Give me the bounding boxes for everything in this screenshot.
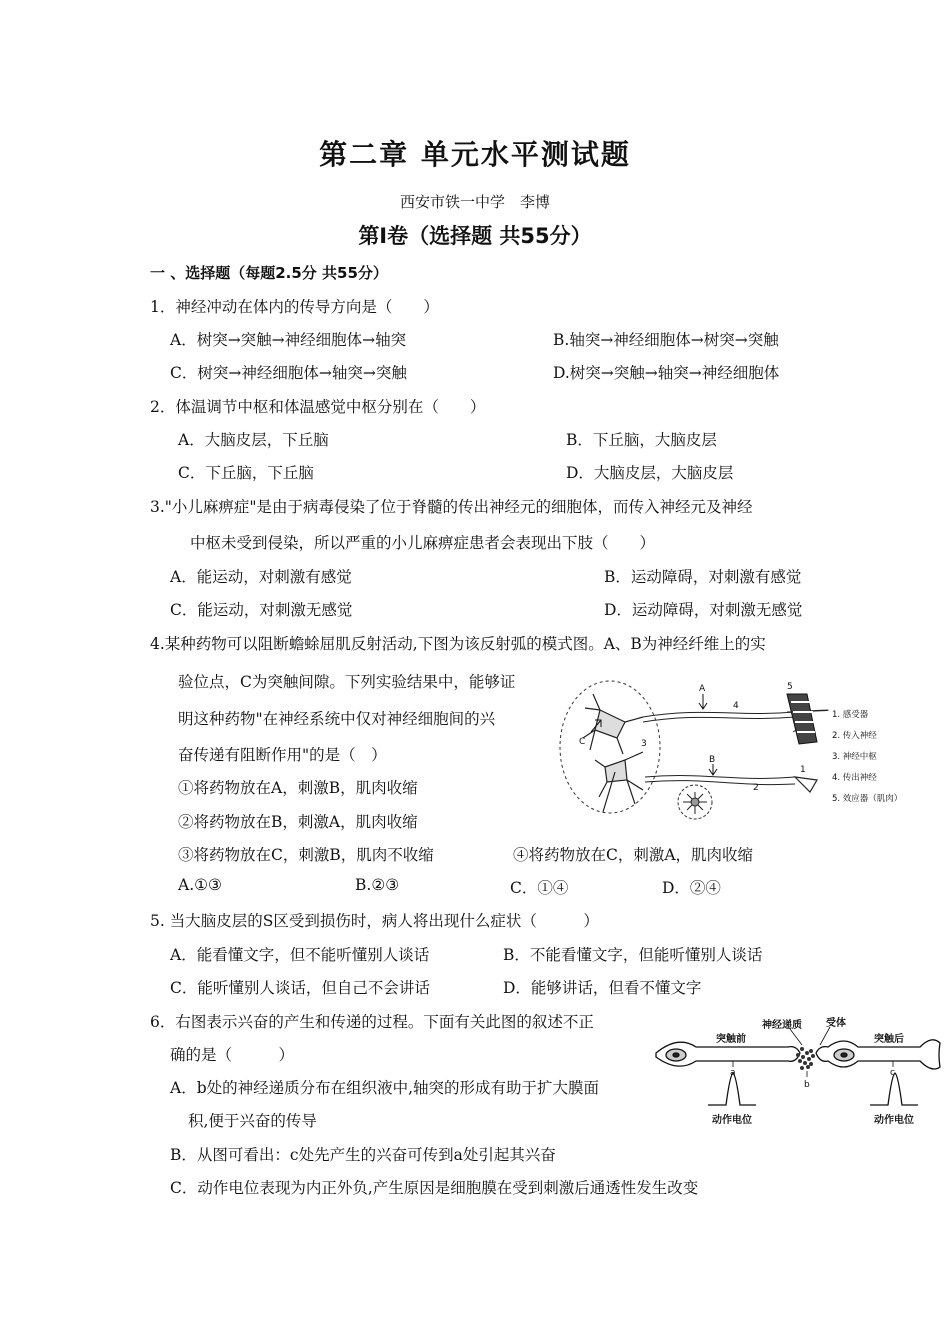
q4-option-c: C．①④ [510, 879, 569, 897]
author-line: 西安市铁一中学 李博 [399, 193, 550, 211]
question-3-stem-line-1: 3."小儿麻痹症"是由于病毒侵染了位于脊髓的传出神经元的细胞体，而传入神经元及神经 [150, 498, 753, 516]
label-a-point: a [730, 1068, 736, 1078]
label-b: B [709, 755, 716, 765]
label-4: 4 [733, 701, 739, 711]
q5-option-a: A．能看懂文字，但不能听懂别人谈话 [170, 946, 430, 964]
label-b-point: b [804, 1080, 810, 1090]
label-postsynaptic: 突触后 [874, 1034, 904, 1045]
q2-option-b: B．下丘脑，大脑皮层 [566, 431, 717, 449]
q6-option-a-line-1: A．b处的神经递质分布在组织液中,轴突的形成有助于扩大膜面 [170, 1079, 600, 1097]
q3-option-a: A．能运动，对刺激有感觉 [170, 568, 352, 586]
effector-muscle [787, 694, 817, 744]
synapse-transmission-figure [648, 1015, 943, 1135]
label-action-potential-left: 动作电位 [712, 1115, 752, 1126]
legend-item-4: 4. 传出神经 [832, 773, 877, 783]
label-c: C [579, 737, 586, 747]
question-4-stem-line-3: 明这种药物"在神经系统中仅对神经细胞间的兴 [178, 710, 496, 728]
arrow-a [699, 694, 707, 709]
label-action-potential-right: 动作电位 [874, 1115, 914, 1126]
q1-option-c: C．树突→神经细胞体→轴突→突触 [170, 364, 407, 382]
q2-option-a: A．大脑皮层，下丘脑 [178, 431, 329, 449]
question-1-stem: 1．神经冲动在体内的传导方向是（ ） [150, 298, 439, 316]
q4-option-b: B.②③ [355, 876, 400, 894]
reflex-arc-figure [555, 672, 925, 832]
question-5-stem: 5. 当大脑皮层的S区受到损伤时，病人将出现什么症状（ ） [150, 912, 599, 930]
label-receptor: 受体 [826, 1018, 846, 1029]
neuron-lower-cell [595, 752, 643, 812]
question-6-stem-line-2: 确的是（ ） [170, 1046, 295, 1064]
q6-option-b: B．从图可看出：c处先产生的兴奋可传到a处引起其兴奋 [170, 1146, 556, 1164]
label-5: 5 [787, 682, 793, 692]
q6-option-a-line-2: 积,便于兴奋的传导 [188, 1112, 317, 1130]
question-4-stem-line-4: 奋传递有阻断作用"的是（ ） [178, 746, 387, 764]
question-2-stem: 2．体温调节中枢和体温感觉中枢分别在（ ） [150, 398, 486, 416]
legend-item-5: 5. 效应器（肌肉） [832, 794, 903, 804]
q3-option-c: C．能运动，对刺激无感觉 [170, 601, 353, 619]
q2-option-d: D．大脑皮层，大脑皮层 [566, 464, 734, 482]
q6-option-c: C．动作电位表现为内正外负,产生原因是细胞膜在受到刺激后通透性发生改变 [170, 1179, 699, 1197]
q5-option-d: D．能够讲话，但看不懂文字 [503, 979, 702, 997]
label-1: 1 [800, 765, 806, 775]
label-3: 3 [641, 739, 647, 749]
q3-option-d: D．运动障碍，对刺激无感觉 [604, 601, 803, 619]
volume-title: 第Ⅰ卷（选择题 共55分） [358, 224, 592, 248]
page-title: 第二章 单元水平测试题 [319, 138, 631, 171]
section-heading: 一 、选择题（每题2.5分 共55分） [150, 264, 388, 282]
question-4-stem-line-2: 验位点，C为突触间隙。下列实验结果中，能够证 [178, 673, 516, 691]
label-a: A [699, 684, 706, 694]
q1-option-b: B.轴突→神经细胞体→树突→突触 [553, 331, 779, 349]
q2-option-c: C．下丘脑，下丘脑 [178, 464, 314, 482]
q5-option-c: C．能听懂别人谈话，但自己不会讲话 [170, 979, 430, 997]
question-4-stem-line-1: 4.某种药物可以阻断蟾蜍屈肌反射活动,下图为该反射弧的模式图。A、B为神经纤维上的实 [150, 635, 766, 653]
q4-item-2: ②将药物放在B，刺激A，肌肉收缩 [178, 813, 418, 831]
legend-item-1: 1. 感受器 [832, 710, 869, 720]
label-neurotransmitter: 神经递质 [762, 1020, 802, 1031]
label-c-point: c [890, 1068, 895, 1078]
q5-option-b: B．不能看懂文字，但能听懂别人谈话 [503, 946, 763, 964]
question-3-stem-line-2: 中枢未受到侵染，所以严重的小儿麻痹症患者会表现出下肢（ ） [190, 534, 656, 552]
legend-item-2: 2. 传入神经 [832, 731, 877, 741]
presynaptic-neuron [656, 1042, 800, 1066]
q1-option-a: A．树突→突触→神经细胞体→轴突 [170, 331, 407, 349]
arrow-b [709, 764, 717, 775]
legend-item-3: 3. 神经中枢 [832, 752, 877, 762]
q4-option-a: A.①③ [178, 876, 222, 894]
neuron-upper-cell [583, 694, 643, 754]
q4-item-4: ④将药物放在C，刺激A，肌肉收缩 [513, 846, 754, 864]
question-6-stem-line-1: 6．右图表示兴奋的产生和传递的过程。下面有关此图的叙述不正 [150, 1013, 594, 1031]
receptor [795, 777, 817, 792]
q4-option-d: D．②④ [662, 879, 721, 897]
q4-item-3: ③将药物放在C，刺激B，肌肉不收缩 [178, 846, 434, 864]
label-2: 2 [753, 783, 759, 793]
label-presynaptic: 突触前 [716, 1034, 746, 1045]
q1-option-d: D.树突→突触→轴突→神经细胞体 [553, 364, 780, 382]
q4-item-1: ①将药物放在A，刺激B，肌肉收缩 [178, 779, 418, 797]
q3-option-b: B．运动障碍，对刺激有感觉 [604, 568, 802, 586]
